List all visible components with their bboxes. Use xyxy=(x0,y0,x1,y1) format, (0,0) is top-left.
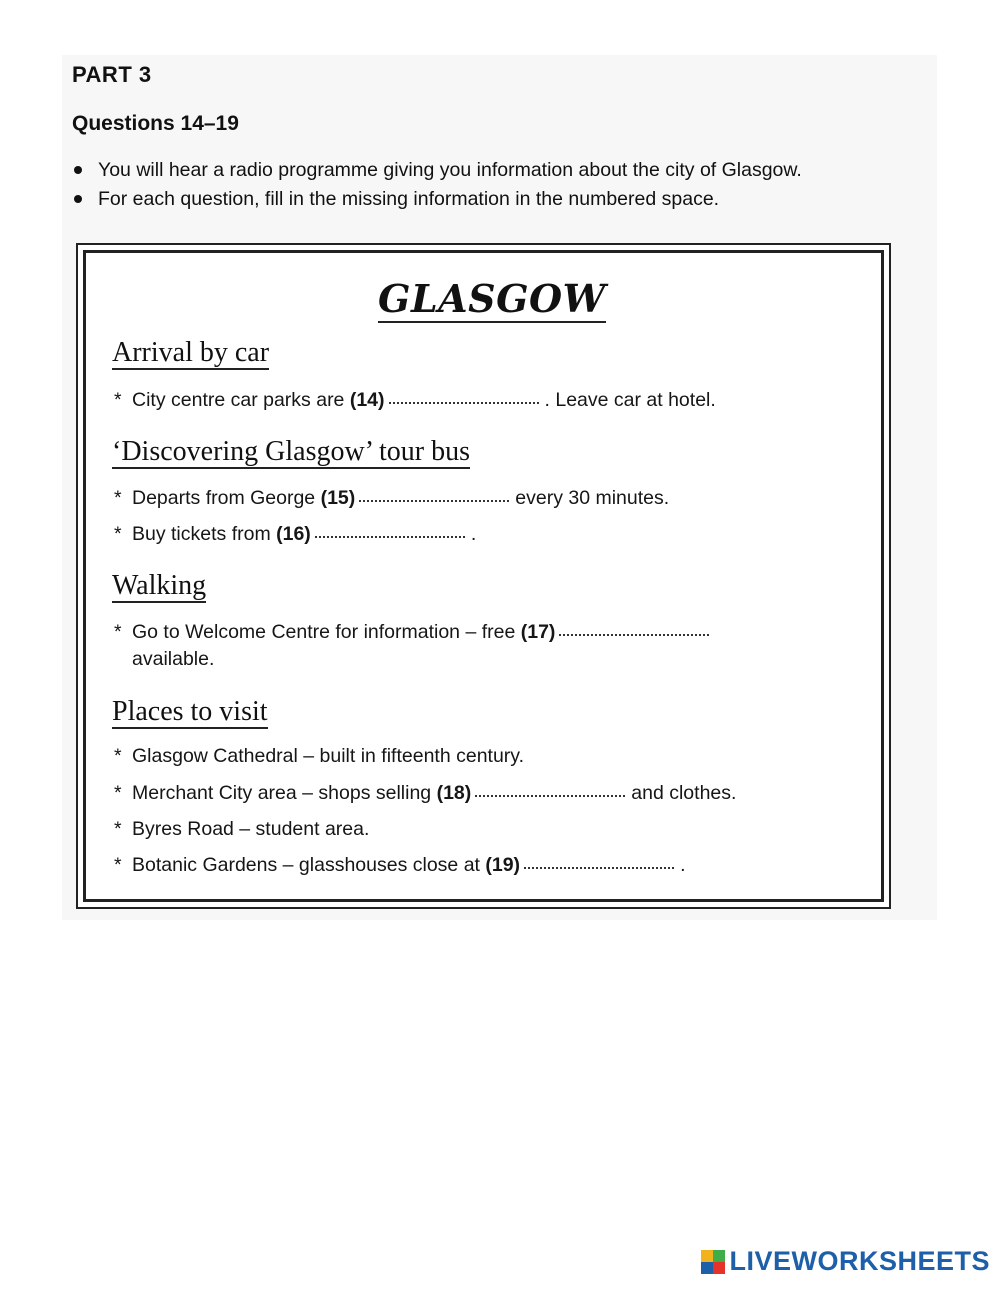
line-text: . xyxy=(470,523,477,545)
line-text: Byres Road – student area. xyxy=(132,818,370,840)
line-text: . xyxy=(680,854,686,876)
instruction-text: You will hear a radio programme giving you information about the city of Glasgow. xyxy=(98,159,802,181)
bullet-icon xyxy=(74,166,82,174)
logo-square-1 xyxy=(701,1250,713,1262)
brand-name: LIVEWORKSHEETS xyxy=(729,1246,990,1276)
answer-blank-19[interactable] xyxy=(524,867,674,869)
question-number-19: (19) xyxy=(485,854,521,876)
section-heading-places: Places to visit xyxy=(112,696,268,727)
questions-title: Questions 14–19 xyxy=(72,112,239,135)
instruction-item xyxy=(72,186,802,215)
places-line-2 xyxy=(114,780,736,807)
places-line-3 xyxy=(114,816,369,843)
asterisk-bullet: * xyxy=(114,523,122,545)
question-number-15: (15) xyxy=(320,487,356,509)
question-number-18: (18) xyxy=(436,782,472,804)
logo-square-3 xyxy=(701,1262,713,1274)
line-text: City centre car parks are xyxy=(132,389,345,411)
line-text: Departs from George xyxy=(132,487,316,509)
asterisk-bullet: * xyxy=(114,621,122,643)
line-text: Glasgow Cathedral – built in fifteenth century. xyxy=(132,745,525,767)
answer-blank-15[interactable] xyxy=(359,500,509,502)
instructions-list xyxy=(72,157,802,215)
line-continuation: available. xyxy=(132,648,215,670)
line-text: Merchant City area – shops selling xyxy=(132,782,432,804)
asterisk-bullet: * xyxy=(114,854,122,876)
liveworksheets-logo-icon xyxy=(701,1250,725,1274)
line-text: . Leave car at hotel. xyxy=(544,389,716,411)
question-number-17: (17) xyxy=(520,621,556,643)
line-text: and clothes. xyxy=(631,782,737,804)
glasgow-info-box xyxy=(76,243,891,909)
asterisk-bullet: * xyxy=(114,745,122,767)
instruction-text: For each question, fill in the missing information in the numbered space. xyxy=(98,188,720,210)
line-text: every 30 minutes. xyxy=(515,487,670,509)
answer-blank-16[interactable] xyxy=(315,536,465,538)
line-text: Go to Welcome Centre for information – free xyxy=(132,621,516,643)
bullet-icon xyxy=(74,195,82,203)
question-number-14: (14) xyxy=(349,389,385,411)
logo-square-2 xyxy=(713,1250,725,1262)
box-title: GLASGOW xyxy=(378,276,606,321)
answer-blank-14[interactable] xyxy=(389,402,539,404)
line-text: Botanic Gardens – glasshouses close at xyxy=(132,854,480,876)
tour-bus-line-2 xyxy=(114,521,476,548)
places-line-1 xyxy=(114,743,524,770)
section-heading-tour-bus: ‘Discovering Glasgow’ tour bus xyxy=(112,436,470,467)
section-heading-walking: Walking xyxy=(112,570,207,601)
logo-square-4 xyxy=(713,1262,725,1274)
question-number-16: (16) xyxy=(276,523,311,545)
walking-line xyxy=(114,619,715,673)
part-title: PART 3 xyxy=(72,62,152,87)
arrival-line xyxy=(114,387,716,414)
section-heading-arrival: Arrival by car xyxy=(112,337,270,368)
answer-blank-18[interactable] xyxy=(475,795,625,797)
answer-blank-17[interactable] xyxy=(559,634,709,636)
asterisk-bullet: * xyxy=(114,818,122,840)
places-line-4 xyxy=(114,852,685,879)
asterisk-bullet: * xyxy=(114,389,122,411)
line-text: Buy tickets from xyxy=(132,523,271,545)
instruction-item xyxy=(72,157,802,186)
asterisk-bullet: * xyxy=(114,782,122,804)
tour-bus-line-1 xyxy=(114,485,669,512)
asterisk-bullet: * xyxy=(114,487,122,509)
liveworksheets-brand xyxy=(701,1246,990,1277)
glasgow-info-box-inner xyxy=(83,250,884,902)
